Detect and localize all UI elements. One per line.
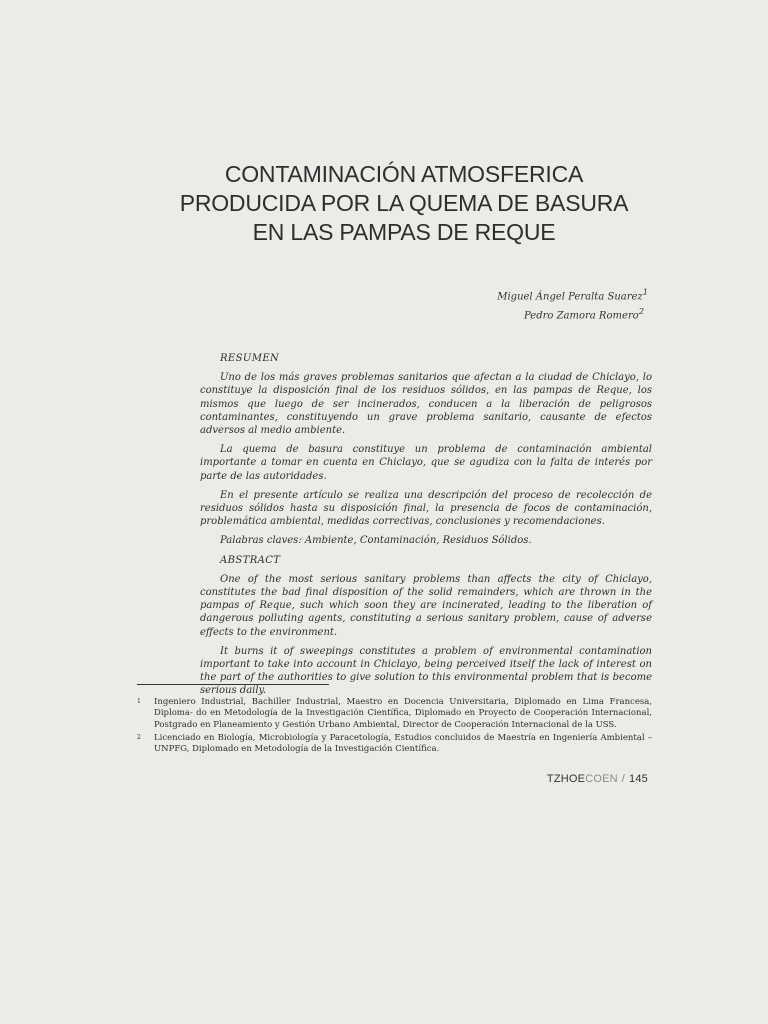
footnotes [137,697,652,757]
footnote-divider [137,684,329,685]
page-number: 145 [629,773,648,785]
abstract-heading: ABSTRACT [220,554,281,566]
author-1-name: Miguel Ángel Peralta Suarez [497,291,643,303]
page-footer [547,773,648,785]
footnote-2-number: 2 [137,733,141,741]
keywords: Palabras claves: Ambiente, Contaminación, Residuos Sólidos. [220,535,532,547]
author-2-ref: 2 [638,306,644,317]
journal-name-light: COEN [585,773,618,785]
footnote-1 [137,697,652,731]
footnote-2 [137,733,652,756]
footnote-1-text: Ingeniero Industrial, Bachiller Industrial, Maestro en Docencia Universitaria, Diplomado en Lima Francesa, Diploma- do en Metodología de la Investigación Científica, Diplomado en Proyecto de Cooperación Internacional, Postgrado en Planeamiento y Gestión Urbano Ambiental, Director de Cooperación Internacional de la USS. [154,697,652,730]
title-line-1: CONTAMINACIÓN ATMOSFERICA [224,161,584,187]
summary-section [200,352,652,704]
author-list [497,285,648,324]
author-1 [497,285,648,304]
footnote-2-text: Licenciado en Biología, Microbiología y Paracetología, Estudios concluidos de Maestría en Ingeniería Ambiental – UNPFG, Diplomado en Metodología de la Investigación Científica. [154,732,652,755]
resumen-paragraph-3: En el presente artículo se realiza una descripción del proceso de recolección de residuos sólidos hasta su disposición final, la presencia de focos de contaminación, problemática ambiental, medidas correctivas, conclusiones y recomendaciones. [200,489,652,528]
title-line-2: PRODUCIDA POR LA QUEMA DE BASURA [179,190,629,216]
footer-separator: / [621,773,626,785]
resumen-paragraph-2: La quema de basura constituye un problema de contaminación ambiental importante a tomar en cuenta en Chiclayo, que se agudiza con la falta de interés por parte de las autoridades. [200,444,652,482]
abstract-paragraph-1: One of the most serious sanitary problems than affects the city of Chiclayo, constitutes the bad final disposition of the solid remainders, which are thrown in the pampas of Reque, such which soon they are incinerated, leading to the liberation of dangerous polluting agents, constituting a serious sanitary problem, cause of adverse effects to the environment. [200,573,652,638]
author-2-name: Pedro Zamora Romero [524,310,639,322]
article-title [120,160,688,247]
journal-name-bold: TZHOE [546,773,586,785]
title-line-3: EN LAS PAMPAS DE REQUE [252,219,556,245]
footnote-1-number: 1 [137,698,141,705]
resumen-paragraph-1: Uno de los más graves problemas sanitarios que afectan a la ciudad de Chiclayo, lo constituye la disposición final de los residuos sólidos, en las pampas de Reque, los mismos que luego de ser incinerados, conducen a la liberación de peligrosos contaminantes, constituyendo un grave problema sanitario, causante de efectos adversos al medio ambiente. [200,372,652,437]
author-2 [497,304,648,323]
author-1-ref: 1 [642,287,648,297]
resumen-heading: RESUMEN [220,353,280,364]
abstract-paragraph-2: It burns it of sweepings constitutes a problem of environmental contamination important to take into account in Chiclayo, being perceived itself the lack of interest on the part of the authorities to give solution to this environmental problem that is become serious daily. [200,645,652,697]
